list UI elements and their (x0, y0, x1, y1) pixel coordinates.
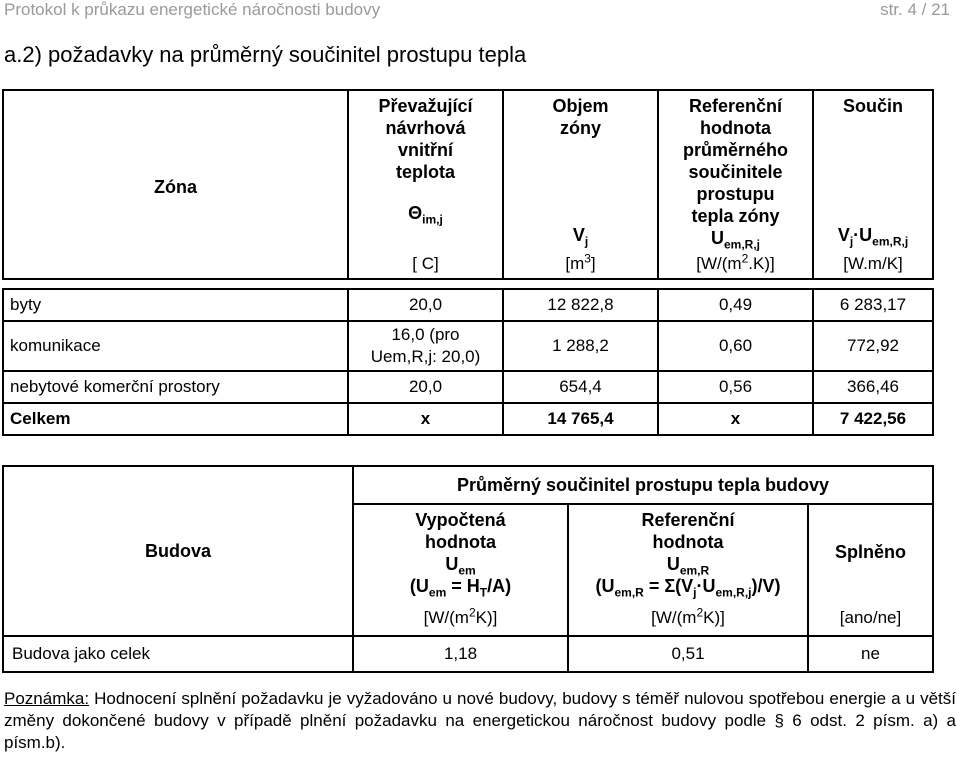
row-ref: 0,56 (658, 371, 813, 403)
col-prod-header: Součin $V_j\cdot U_{em,R,j}$ (813, 90, 933, 249)
total-row (3, 403, 933, 435)
building-row-calc: 1,18 (353, 636, 568, 672)
col-vol-header: Objem zóny $V_j$ (503, 90, 658, 249)
document-title: Protokol k průkazu energetické náročnosti budovy (4, 0, 381, 19)
note-text: Hodnocení splnění požadavku je vyžadováno u nové budovy, budovy s téměř nulovou spotřebou energie a u větší změny dokončené budovy v případě plnění požadavku na energetickou náročnost budovy podle § 6 odst. 2 písm. a) a písm.b). (4, 689, 956, 752)
total-label: Celkem (3, 403, 348, 435)
total-vol: 14 765,4 (503, 403, 658, 435)
unit-ref: $[W/(m^2.K)]$ (658, 249, 813, 279)
row-zone: komunikace (3, 321, 348, 371)
ref-header: Referenční hodnota $U_{em,R}$ $(U_{em,R} = \Sigma(V_j\cdot U_{em,R,j})/V)$ (568, 504, 808, 600)
row-prod: 6 283,17 (813, 289, 933, 321)
row-temp: 20,0 (348, 371, 503, 403)
row-ref: 0,60 (658, 321, 813, 371)
calc-formula: $(U_{em} = H_T/A)$ (409, 575, 512, 600)
col-ref-symbol: $U_{em,R,j}$ (710, 228, 760, 252)
table-row (3, 321, 933, 371)
row-vol: 654,4 (503, 371, 658, 403)
col-zone-header: Zóna (3, 90, 348, 279)
zone-table (2, 89, 934, 280)
table-row (3, 371, 933, 403)
row-prod: 366,46 (813, 371, 933, 403)
total-temp: x (348, 403, 503, 435)
calc-symbol: $U_{em}$ (445, 553, 476, 578)
row-zone: nebytové komerční prostory (3, 371, 348, 403)
total-prod: 7 422,56 (813, 403, 933, 435)
zone-rows (2, 288, 934, 436)
unit-prod: [W.m/K] (813, 249, 933, 279)
unit-temp: [ C] (348, 249, 503, 279)
unit-vol: $[m^3]$ (503, 249, 658, 279)
unit-calc: $[W/(m^2K)]$ (353, 600, 568, 636)
col-temp-symbol: $\Theta_{im,j}$ (408, 203, 443, 227)
calc-header: Vypočtená hodnota $U_{em}$ $(U_{em} = H_T/A)$ (353, 504, 568, 600)
ref-formula: $(U_{em,R} = \Sigma(V_j\cdot U_{em,R,j})/V)$ (595, 575, 781, 600)
row-temp: 16,0 (pro Uem,R,j: 20,0) (348, 321, 503, 371)
building-row-ref: 0,51 (568, 636, 808, 672)
col-vol-symbol: $V_j$ (572, 225, 589, 249)
section-title: a.2) požadavky na průměrný součinitel prostupu tepla (4, 42, 527, 67)
row-vol: 12 822,8 (503, 289, 658, 321)
group-title: Průměrný součinitel prostupu tepla budovy (353, 466, 933, 504)
building-row-ok: ne (808, 636, 933, 672)
table-row (3, 289, 933, 321)
row-vol: 1 288,2 (503, 321, 658, 371)
ok-header: Splněno (808, 504, 933, 600)
col-prod-symbol: $V_j\cdot U_{em,R,j}$ (837, 225, 909, 249)
table-row (3, 636, 933, 672)
row-zone: byty (3, 289, 348, 321)
note-label: Poznámka: (4, 689, 90, 708)
note (4, 688, 956, 754)
col-temp-header: Převažující návrhová vnitřní teplota $\Theta_{im,j}$ (348, 90, 503, 249)
unit-ref: $[W/(m^2K)]$ (568, 600, 808, 636)
building-table (2, 465, 934, 673)
col-ref-header: Referenční hodnota průměrného součinitele prostupu tepla zóny $U_{em,R,j}$ (658, 90, 813, 249)
row-prod: 772,92 (813, 321, 933, 371)
row-ref: 0,49 (658, 289, 813, 321)
row-temp: 20,0 (348, 289, 503, 321)
unit-ok: [ano/ne] (808, 600, 933, 636)
page-number: str. 4 / 21 (880, 0, 950, 19)
col-building-header: Budova (3, 466, 353, 636)
ref-symbol: $U_{em,R}$ (666, 553, 710, 578)
building-row-label: Budova jako celek (3, 636, 353, 672)
total-ref: x (658, 403, 813, 435)
